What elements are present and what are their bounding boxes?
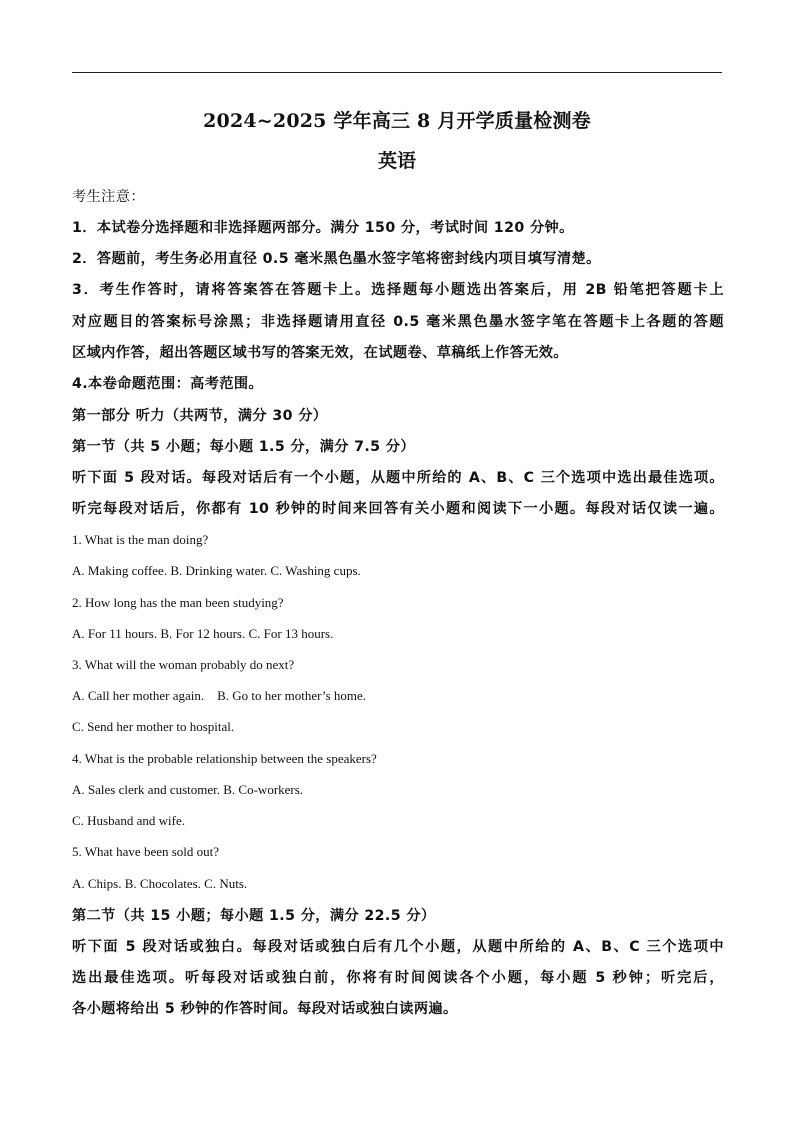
section1-instruction: 听完每段对话后，你都有 10 秒钟的时间来回答有关小题和阅读下一小题。每段对话仅读一遍。 xyxy=(72,501,724,517)
question-1-options: A. Making coffee. B. Drinking water. C. Washing cups. xyxy=(72,563,361,578)
exam-subject: 英语 xyxy=(377,150,416,172)
question-5-options: A. Chips. B. Chocolates. C. Nuts. xyxy=(72,876,248,891)
notice-item: 区域内作答，超出答题区域书写的答案无效，在试题卷、草稿纸上作答无效。 xyxy=(72,345,568,361)
question-5: 5. What have been sold out? xyxy=(72,844,220,859)
notice-item: 对应题目的答案标号涂黑；非选择题请用直径 0.5 毫米黑色墨水签字笔在答题卡上各题的答题 xyxy=(72,314,724,330)
question-3-options: A. Call her mother again. B. Go to her mother’s home. xyxy=(72,688,367,703)
top-rule xyxy=(72,72,722,73)
question-1: 1. What is the man doing? xyxy=(72,532,209,547)
part1-heading: 第一部分 听力（共两节，满分 30 分） xyxy=(72,408,328,424)
section2-instruction: 各小题将给出 5 秒钟的作答时间。每段对话或独白读两遍。 xyxy=(72,1001,458,1017)
exam-title: 2024~2025 学年高三 8 月开学质量检测卷 xyxy=(203,110,591,132)
question-2-options: A. For 11 hours. B. For 12 hours. C. For 13 hours. xyxy=(72,626,334,641)
notice-heading: 考生注意： xyxy=(72,189,145,205)
question-2: 2. How long has the man been studying? xyxy=(72,595,284,610)
notice-item: 3．考生作答时，请将答案答在答题卡上。选择题每小题选出答案后，用 2B 铅笔把答题卡上 xyxy=(72,282,724,298)
question-4-options: A. Sales clerk and customer. B. Co-workers. xyxy=(72,782,304,797)
question-3: 3. What will the woman probably do next? xyxy=(72,657,295,672)
question-3-option-c: C. Send her mother to hospital. xyxy=(72,719,235,734)
question-4-option-c: C. Husband and wife. xyxy=(72,813,186,828)
notice-item: 4.本卷命题范围：高考范围。 xyxy=(72,376,264,392)
notice-item: 2．答题前，考生务必用直径 0.5 毫米黑色墨水签字笔将密封线内项目填写清楚。 xyxy=(72,251,601,267)
section1-heading: 第一节（共 5 小题；每小题 1.5 分，满分 7.5 分） xyxy=(72,439,415,455)
section1-instruction: 听下面 5 段对话。每段对话后有一个小题，从题中所给的 A、B、C 三个选项中选出最佳选项。 xyxy=(72,470,724,486)
question-4: 4. What is the probable relationship between the speakers? xyxy=(72,751,377,766)
section2-heading: 第二节（共 15 小题；每小题 1.5 分，满分 22.5 分） xyxy=(72,908,436,924)
section2-instruction: 选出最佳选项。听每段对话或独白前，你将有时间阅读各个小题，每小题 5 秒钟；听完后， xyxy=(72,970,724,986)
section2-instruction: 听下面 5 段对话或独白。每段对话或独白后有几个小题，从题中所给的 A、B、C 三个选项中 xyxy=(72,939,724,955)
notice-item: 1．本试卷分选择题和非选择题两部分。满分 150 分，考试时间 120 分钟。 xyxy=(72,220,574,236)
